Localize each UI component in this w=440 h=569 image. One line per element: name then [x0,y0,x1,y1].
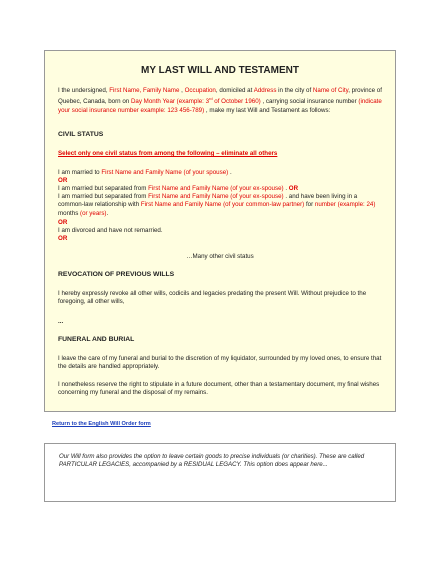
separated-text: . [283,185,289,192]
funeral-paragraph-1: I leave the care of my funeral and burial to the discretion of my liquidator, surrounded by my loved ones, to ensure that the details are handled appropriately. [58,355,382,371]
or-label: OR [58,177,68,184]
many-other-civil-status: …Many other civil status [186,253,254,260]
or-label: OR [288,185,299,192]
married-text: . [228,169,232,176]
separated-text: I am married but separated from [58,185,149,192]
intro-text: , [179,87,185,94]
revocation-ellipsis: ... [58,318,64,325]
intro-text: , make my last Will and Testament as follows: [204,106,331,114]
civil-status-instruction: Select only one civil status from among the following – eliminate all others [58,150,278,157]
return-to-order-form-link[interactable]: Return to the English Will Order form [52,421,151,427]
married-text: I am married to [58,169,102,176]
intro-text: I the undersigned, [58,87,110,94]
dob-placeholder-end: of October 1960) [212,98,261,106]
spouse-placeholder: First Name and Family Name (of your spouse) [101,169,229,176]
dob-superscript: rd [209,96,213,102]
note-box [44,443,396,502]
ex-spouse-placeholder: First Name and Family Name (of your ex-spouse) [148,193,284,200]
city-placeholder: Name of City [312,87,349,94]
address-placeholder: Address [253,87,277,94]
revocation-text: I hereby expressly revoke all other wills, codicils and legacies predating the present Will. Without prejudice to the foregoing, all other wills, [58,290,367,306]
divorced-line: I am divorced and have not remarried. [58,227,163,234]
intro-text: , carrying social insurance number [260,98,359,106]
note-text: Our Will form also provides the option to leave certain goods to precise individuals (or charities). These are called PARTICULAR LEGACIES, accompanied by a RESIDUAL LEGACY. This option does appear here... [59,453,365,469]
funeral-paragraph-2: I nonetheless reserve the right to stipulate in a future document, other than a testamentary document, my final wishes concerning my funeral and the disposal of my remains. [58,381,380,397]
civil-status-heading: CIVIL STATUS [58,131,104,138]
intro-text: in the city of [276,87,313,94]
months-text: months [58,209,81,217]
years-text: . [106,209,109,217]
years-placeholder: (or years) [80,209,107,217]
name-placeholder: First Name, Family Name [109,87,180,94]
months-placeholder: number (example: 24) [314,201,376,209]
for-text: for [304,201,315,209]
partner-placeholder: First Name and Family Name (of your common-law partner) [140,201,305,209]
commonlaw-text: . and have been living in a common-law relationship with [58,193,358,209]
or-label: OR [58,219,68,226]
separated-commonlaw-paragraph [58,193,382,218]
funeral-heading: FUNERAL AND BURIAL [58,336,135,343]
intro-text: , province of Quebec, Canada, born on [58,87,382,106]
intro-paragraph [58,87,382,115]
occupation-placeholder: Occupation [184,87,216,94]
ex-spouse-placeholder: First Name and Family Name (of your ex-spouse) [148,185,284,192]
document-title: MY LAST WILL AND TESTAMENT [141,65,299,76]
intro-text: , domiciled at [215,87,254,94]
revocation-heading: REVOCATION OF PREVIOUS WILLS [58,271,175,278]
or-label: OR [58,235,68,242]
sin-placeholder: (indicate your social insurance number example: 123 456-789) [58,98,382,114]
dob-placeholder: Day Month Year (example: 3 [130,98,210,106]
will-document-box [44,50,396,412]
separated-text: I am married but separated from [58,193,149,200]
